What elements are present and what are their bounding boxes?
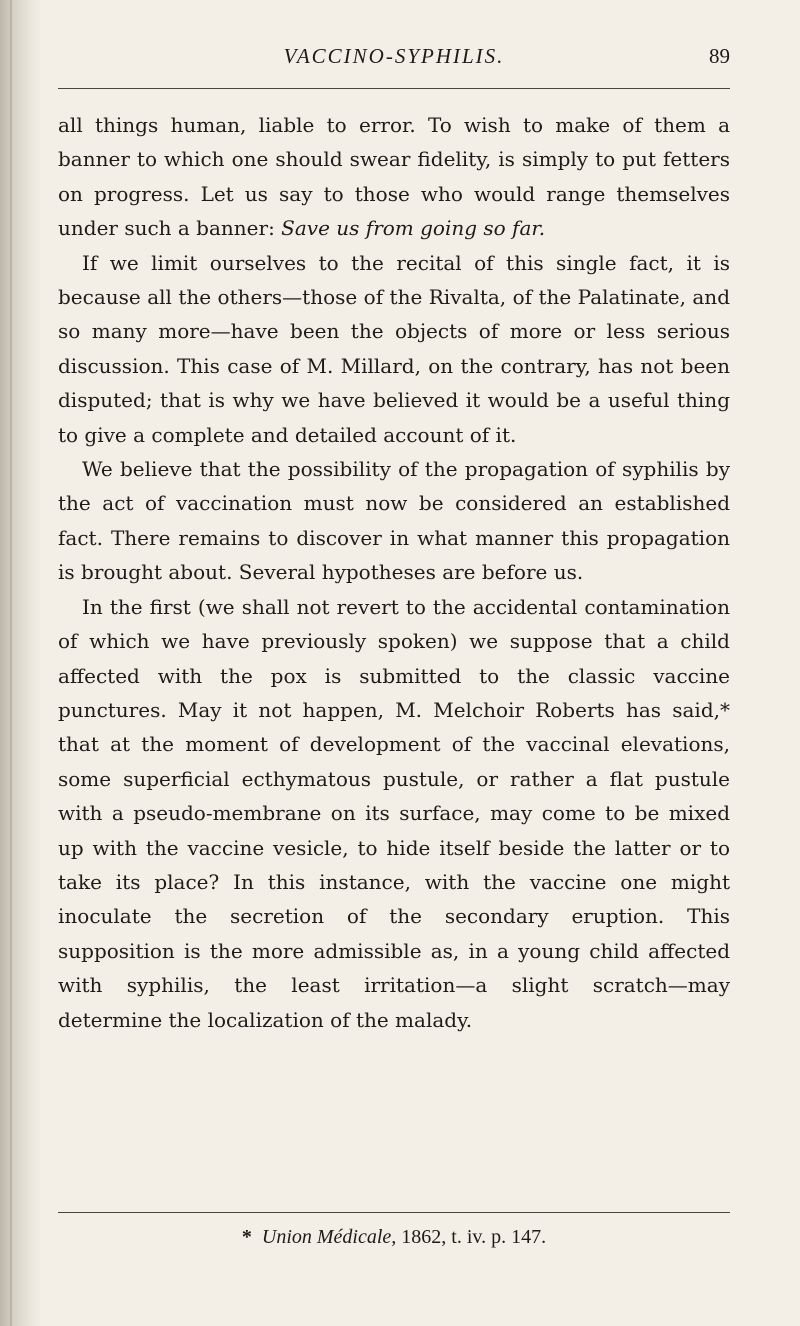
running-title: VACCINO-SYPHILIS. — [283, 44, 505, 68]
paragraph-1-text: all things human, liable to error. To wish to make of them a banner to which one should swear fidelity, is simply to put fetters on progress. Let us say to those who would range themselves under such a banner: — [58, 113, 730, 241]
paragraph-1 — [58, 108, 730, 246]
paragraph-3: We believe that the possibility of the propagation of syphilis by the act of vaccination must now be considered an established fact. There remains to discover in what manner this propagation is brought about. Several hypotheses are before us. — [58, 457, 730, 585]
footnote-citation: 1862, t. iv. p. 147. — [401, 1226, 547, 1248]
paragraph-2: If we limit ourselves to the recital of this single fact, it is because all the others—those of the Rivalta, of the Palatinate, and so many more—have been the objects of more or less serious discussion. This case of M. Millard, on the contrary, has not been disputed; that is why we have believed it would be a useful thing to give a complete and detailed account of it. — [58, 250, 730, 447]
header-rule — [58, 88, 730, 89]
footnote — [58, 1226, 730, 1249]
paragraph-4: In the first (we shall not revert to the accidental contamination of which we have previously spoken) we suppose that a child affected with the pox is submitted to the classic vaccine punctures. May it not happen, M. Melchoir Roberts has said,* that at the moment of development of the vaccinal elevations, some superficial ecthymatous pustule, or rather a flat pustule with a pseudo-membrane on its surface, may come to be mixed up with the vaccine vesicle, to hide itself beside the latter or to take its place? In this instance, with the vaccine one might inoculate the secretion of the secondary eruption. This supposition is the more admissible as, in a young child affected with syphilis, the least irritation—a slight scratch—may determine the localization of the malady. — [58, 594, 730, 1032]
body-text — [58, 108, 730, 1037]
footnote-journal: Union Médicale, — [261, 1226, 397, 1248]
footnote-rule — [58, 1212, 730, 1213]
page-binding-shadow — [0, 0, 42, 1326]
running-header — [58, 30, 730, 70]
motto-italic: Save us from going so far. — [281, 216, 546, 241]
page-number: 89 — [709, 44, 730, 68]
footnote-marker: * — [241, 1226, 252, 1248]
